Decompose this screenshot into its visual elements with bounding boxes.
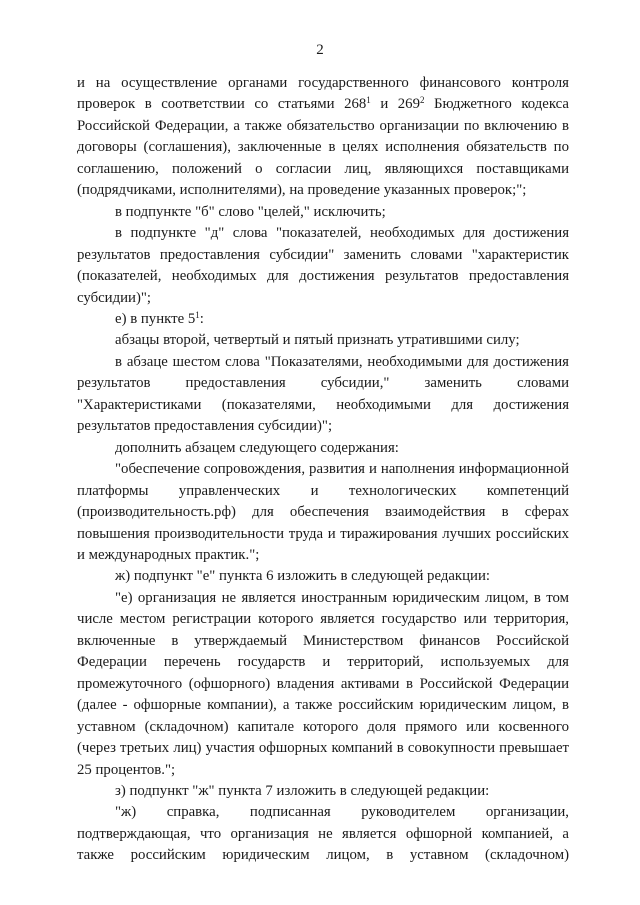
paragraph-8: "обеспечение сопровождения, развития и наполнения информационной платформы управленческих и технологических компетенций (производительность.рф) для обеспечения взаимодействия в сферах повышения производительности труда и тиражирования лучших российских и международных практик.";: [77, 461, 569, 563]
paragraph-4: е) в пункте $5^1$:: [115, 309, 204, 327]
paragraph-11: з) подпункт "ж" пункта 7 изложить в следующей редакции:: [115, 782, 490, 799]
paragraph-3: в подпункте "д" слова "показателей, необходимых для достижения результатов предоставления субсидии" заменить словами "характеристик (показателей, необходимых для достижения результатов предоставления субсидии)";: [77, 225, 569, 306]
paragraph-2: в подпункте "б" слово "целей," исключить;: [115, 203, 386, 220]
paragraph-7: дополнить абзацем следующего содержания:: [115, 439, 399, 456]
document-body: [77, 73, 569, 867]
page-number: 2: [316, 42, 324, 58]
superscript-mark: 1: [195, 309, 200, 320]
superscript-mark: 2: [419, 95, 425, 106]
paragraph-9: ж) подпункт "е" пункта 6 изложить в следующей редакции:: [115, 568, 490, 585]
paragraph-12: "ж) справка, подписанная руководителем организации, подтверждающая, что организация не является офшорной компанией, а также российским юридическим лицом, в уставном (складочном): [77, 804, 569, 864]
paragraph-5: абзацы второй, четвертый и пятый признать утратившими силу;: [115, 332, 520, 349]
paragraph-6: в абзаце шестом слова "Показателями, необходимыми для достижения результатов предоставления субсидии," заменить словами "Характеристиками (показателями, необходимыми для достижения результатов предоставления субсидии)";: [77, 353, 569, 435]
paragraph-1: и на осуществление органами государственного финансового контроля проверок в соответствии со статьями $268^1$ и $269^2$ Бюджетного кодекса Российской Федерации, а также обязательство организации по включению в договоры (соглашения), заключенные в целях исполнения обязательств по соглашению, положений о согласии лиц, являющихся поставщиками (подрядчиками, исполнителями), на проведение указанных проверок;";: [77, 75, 569, 199]
paragraph-10: "е) организация не является иностранным юридическим лицом, в том числе местом регистрации которого является государство или территория, включенные в утверждаемый Министерством финансов Российской Федерации перечень государств и территорий, используемых для промежуточного (офшорного) владения активами в Российской Федерации (далее - офшорные компании), а также российским юридическим лицом, в уставном (складочном) капитале которого доля прямого или косвенного (через третьих лиц) участия офшорных компаний в совокупности превышает 25 процентов.";: [77, 589, 569, 778]
superscript-mark: 1: [366, 95, 371, 106]
